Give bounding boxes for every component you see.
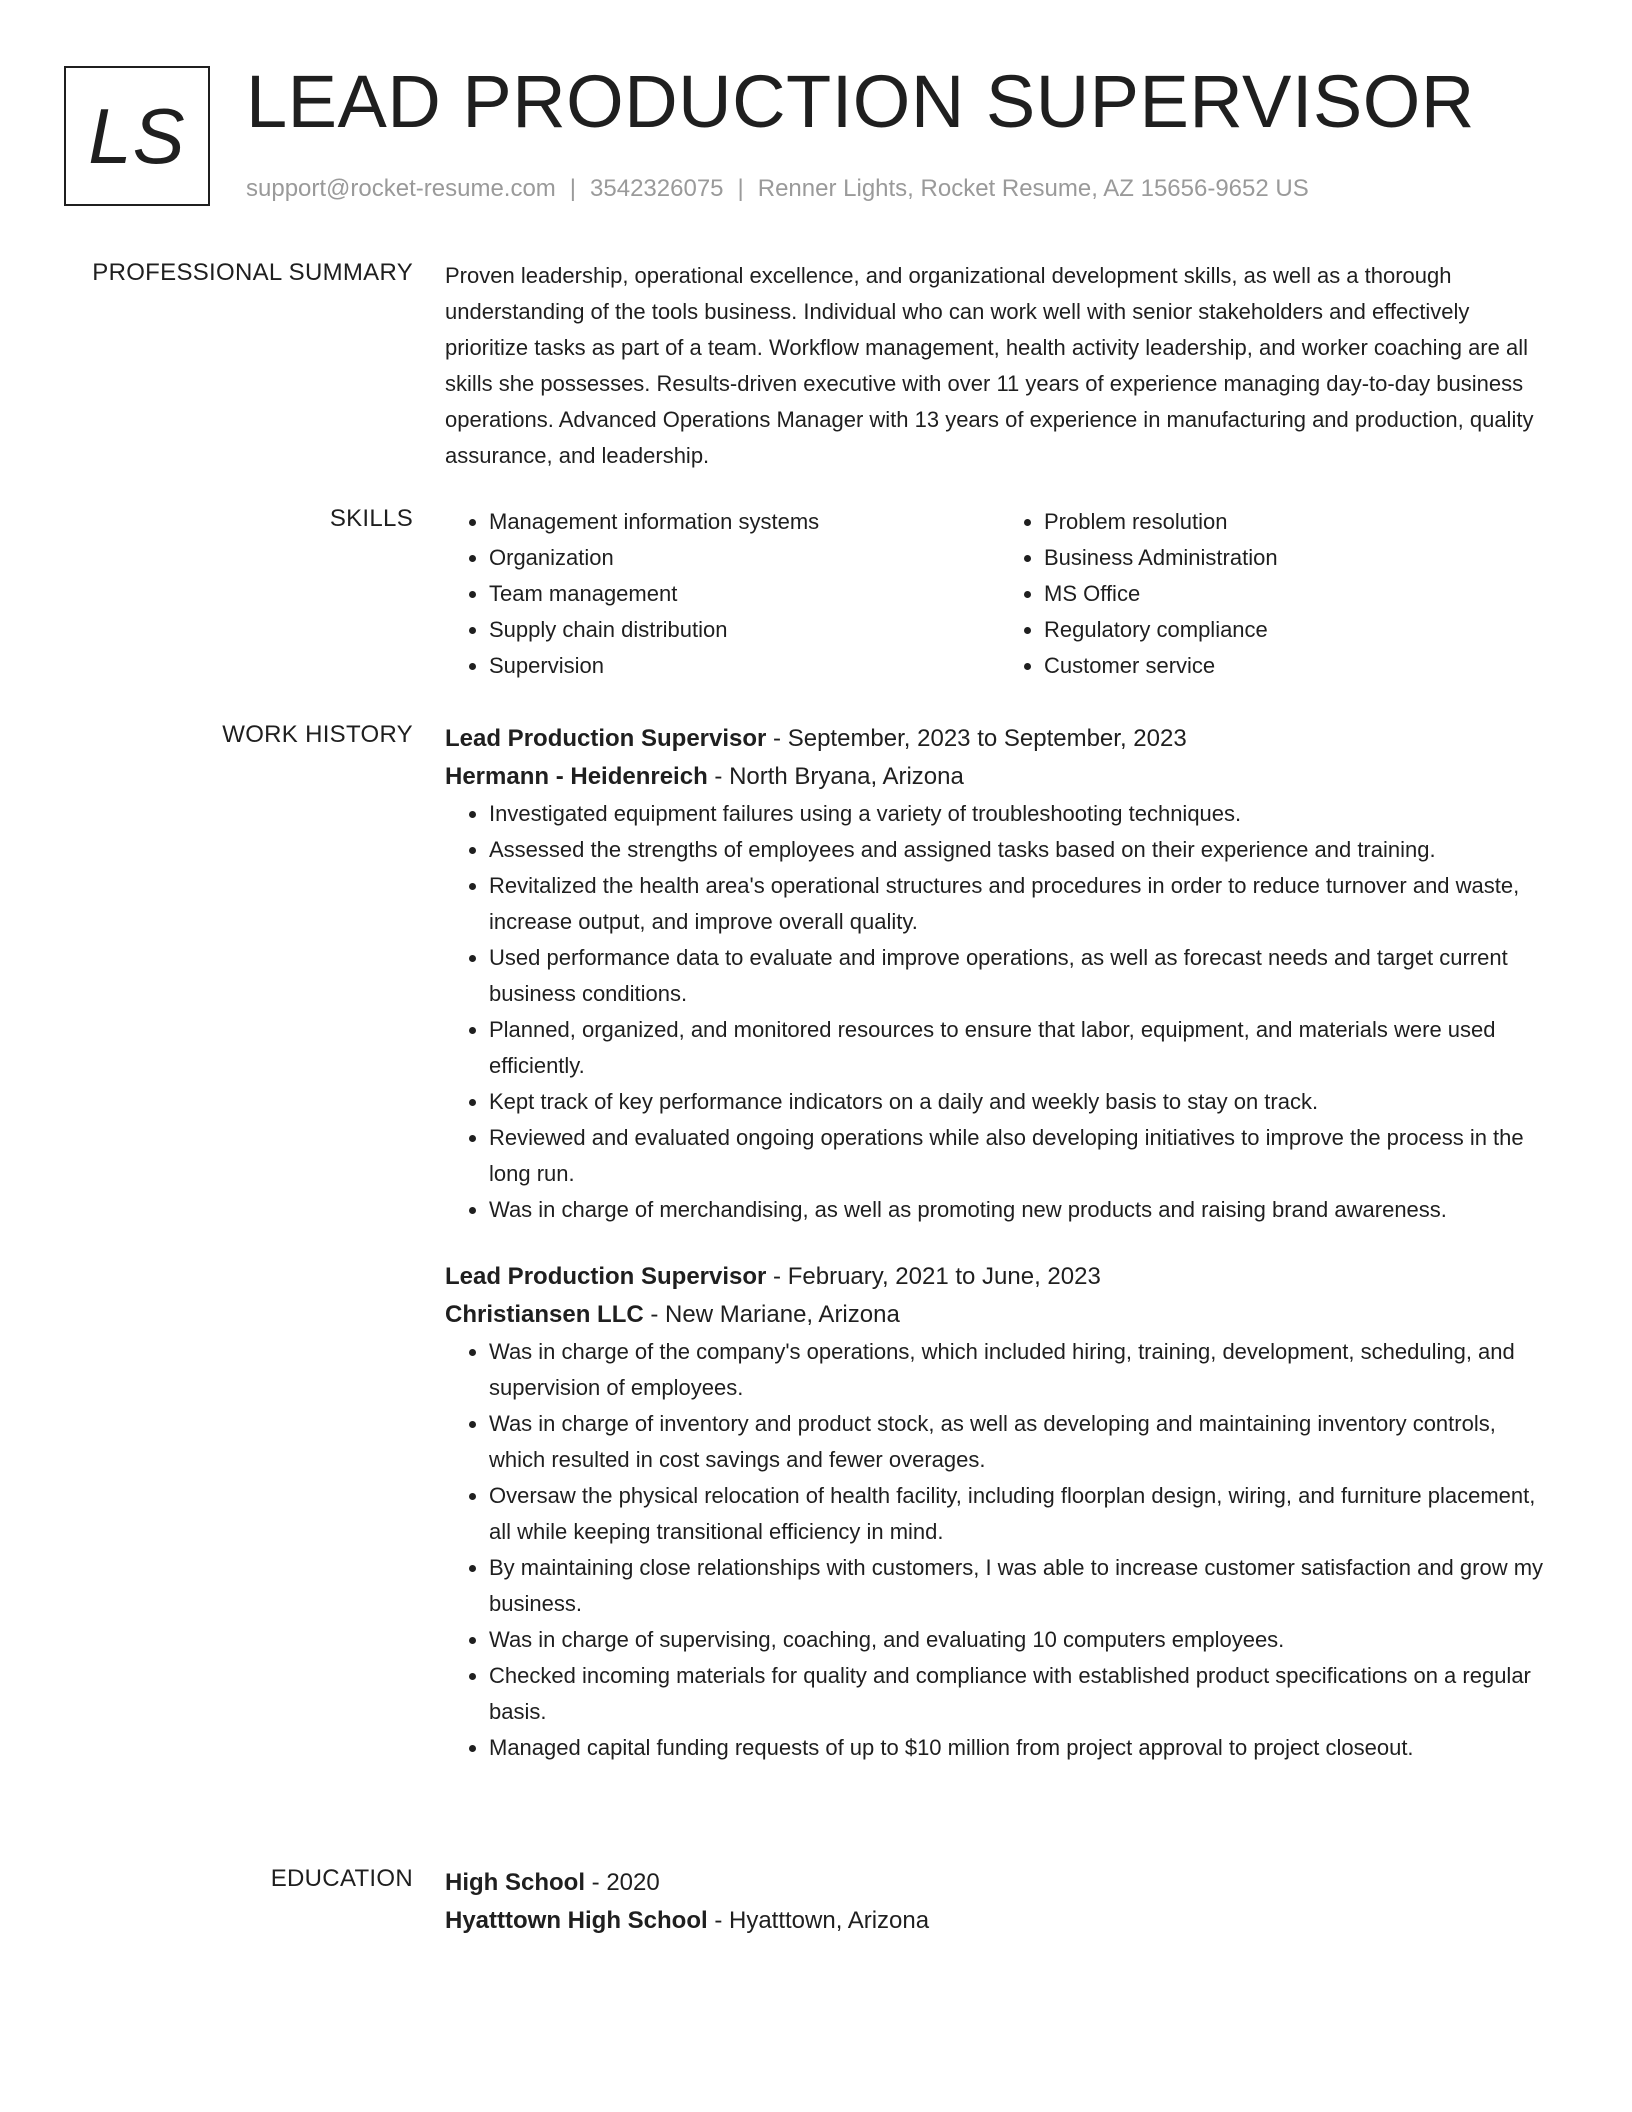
duty-item: • Assessed the strengths of employees and assigned tasks based on their experience and training. (489, 832, 1555, 868)
job-entry (445, 720, 1555, 1228)
skill-item: • Supervision (489, 648, 1000, 684)
education-degree: High School (445, 1869, 585, 1896)
section-title-summary: PROFESSIONAL SUMMARY (92, 259, 413, 286)
skill-item: • Management information systems (489, 504, 1000, 540)
job-duties (445, 1334, 1555, 1766)
job-title-line (445, 1258, 1555, 1296)
job-role: Lead Production Supervisor (445, 1263, 767, 1290)
contact-separator: | (737, 175, 744, 202)
skill-item: • Problem resolution (1044, 504, 1555, 540)
job-dates: - September, 2023 to September, 2023 (766, 725, 1187, 752)
contact-line (246, 174, 1309, 204)
section-title-work: WORK HISTORY (222, 721, 413, 748)
skills-list-right (1000, 504, 1555, 684)
duty-item: • Kept track of key performance indicators on a daily and weekly basis to stay on track. (489, 1084, 1555, 1120)
skill-item: • Regulatory compliance (1044, 612, 1555, 648)
duty-item: • Was in charge of inventory and product stock, as well as developing and maintaining inventory controls, which resulted in cost savings and fewer overages. (489, 1406, 1555, 1478)
contact-separator: | (569, 175, 577, 202)
education-school-line (445, 1902, 1555, 1940)
duty-item: • Investigated equipment failures using a variety of troubleshooting techniques. (489, 796, 1555, 832)
skill-item: • Business Administration (1044, 540, 1555, 576)
skill-item: • Team management (489, 576, 1000, 612)
monogram-initials: LS (88, 92, 186, 180)
resume-title: LEAD PRODUCTION SUPERVISOR (246, 60, 1475, 143)
job-company: Christiansen LLC (445, 1301, 644, 1328)
job-company-line (445, 758, 1555, 796)
skill-item: • Supply chain distribution (489, 612, 1000, 648)
job-location: - North Bryana, Arizona (707, 763, 964, 790)
section-title-skills: SKILLS (329, 505, 413, 532)
job-company-line (445, 1296, 1555, 1334)
contact-email: support@rocket-resume.com (246, 175, 556, 202)
education-year: - 2020 (585, 1869, 660, 1896)
job-company: Hermann - Heidenreich (445, 763, 708, 790)
work-body (445, 720, 1555, 1766)
education-school: Hyatttown High School (445, 1907, 708, 1934)
duty-item: • Was in charge of supervising, coaching, and evaluating 10 computers employees. (489, 1622, 1555, 1658)
job-entry (445, 1258, 1555, 1766)
skill-item: • MS Office (1044, 576, 1555, 612)
summary-body (445, 258, 1555, 474)
duty-item: • Oversaw the physical relocation of health facility, including floorplan design, wiring, and furniture placement, all while keeping transitional efficiency in mind. (489, 1478, 1555, 1550)
duty-item: • Was in charge of the company's operations, which included hiring, training, development, scheduling, and supervision of employees. (489, 1334, 1555, 1406)
job-location: - New Mariane, Arizona (643, 1301, 900, 1328)
duty-item: • Was in charge of merchandising, as well as promoting new products and raising brand awareness. (489, 1192, 1555, 1228)
summary-text: Proven leadership, operational excellence, and organizational development skills, as well as a thorough understanding of the tools business. Individual who can work well with senior stakeholders and effectively prioritize tasks as part of a team. Workflow management, health activity leadership, and worker coaching are all skills she possesses. Results-driven executive with over 11 years of experience managing day-to-day business operations. Advanced Operations Manager with 13 years of experience in manufacturing and production, quality assurance, and leadership. (445, 263, 1534, 468)
education-location: - Hyatttown, Arizona (707, 1907, 930, 1934)
skills-body (445, 504, 1555, 684)
education-body (445, 1864, 1555, 1940)
duty-item: • By maintaining close relationships with customers, I was able to increase customer satisfaction and grow my business. (489, 1550, 1555, 1622)
job-dates: - February, 2021 to June, 2023 (766, 1263, 1101, 1290)
job-title-line (445, 720, 1555, 758)
skill-item: • Organization (489, 540, 1000, 576)
duty-item: • Managed capital funding requests of up to $10 million from project approval to project closeout. (489, 1730, 1555, 1766)
duty-item: • Reviewed and evaluated ongoing operations while also developing initiatives to improve the process in the long run. (489, 1120, 1555, 1192)
duty-item: • Planned, organized, and monitored resources to ensure that labor, equipment, and materials were used efficiently. (489, 1012, 1555, 1084)
education-degree-line (445, 1864, 1555, 1902)
duty-item: • Checked incoming materials for quality and compliance with established product specifications on a regular basis. (489, 1658, 1555, 1730)
skill-item: • Customer service (1044, 648, 1555, 684)
duty-item: • Used performance data to evaluate and improve operations, as well as forecast needs and target current business conditions. (489, 940, 1555, 1012)
job-role: Lead Production Supervisor (445, 725, 767, 752)
skills-list-left (445, 504, 1000, 684)
job-duties (445, 796, 1555, 1228)
duty-item: • Revitalized the health area's operational structures and procedures in order to reduce turnover and waste, increase output, and improve overall quality. (489, 868, 1555, 940)
monogram-box (64, 66, 210, 206)
contact-address: Renner Lights, Rocket Resume, AZ 15656-9652 US (757, 175, 1309, 202)
contact-phone: 3542326075 (590, 175, 724, 202)
section-title-education: EDUCATION (270, 1865, 413, 1892)
